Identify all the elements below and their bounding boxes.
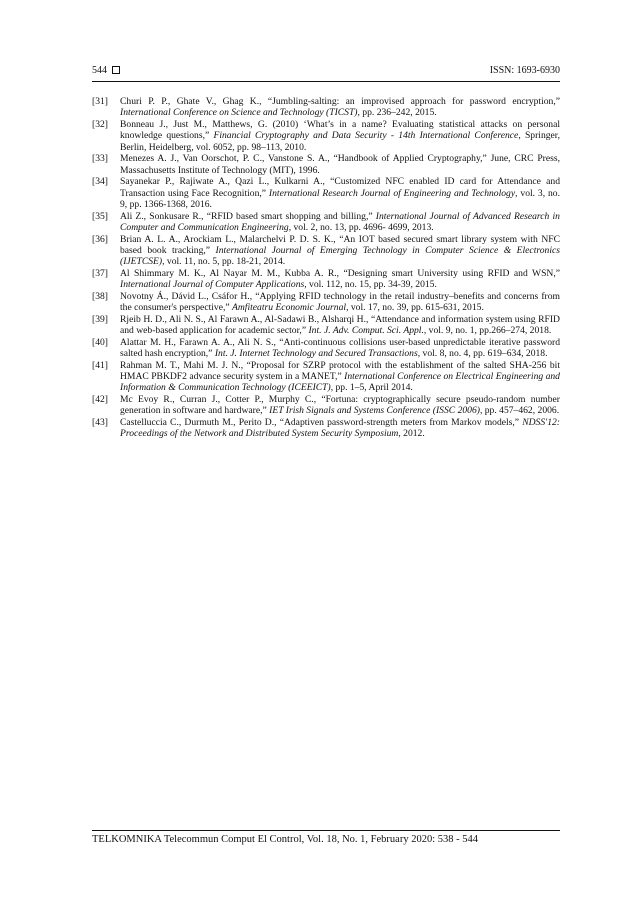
reference-number: [43]	[92, 417, 108, 428]
reference-number: [33]	[92, 153, 108, 165]
reference-title: “Applying RFID technology in the retail industry–benefits and concerns from the consumer's perspective,”	[120, 290, 560, 313]
header-rule	[92, 81, 560, 82]
reference-details: , pp. 1–5, April 2014.	[330, 382, 413, 394]
reference-authors: Sayanekar P., Rajiwate A., Qazi L., Kulkarni A.,	[120, 176, 331, 188]
page-header	[92, 64, 560, 78]
reference-venue: Financial Cryptography and Data Security - 14th International Conference	[213, 130, 519, 142]
reference-title: “Adaptiven password-strength meters from Markov models,”	[279, 417, 523, 428]
reference-authors: Rjeib H. D., Ali N. S., Al Farawn A., Al-Sadawi B., Alsharqi H.,	[120, 313, 371, 325]
reference-item	[92, 153, 560, 176]
footer-rule	[92, 830, 560, 831]
reference-title: “Fortuna: cryptographically secure pseudo-random number generation in software and hardware,”	[120, 394, 561, 417]
reference-venue: Int. J. Internet Technology and Secured Transactions	[214, 348, 418, 359]
reference-details: , vol. 9, no. 1, pp.266–274, 2018.	[423, 325, 552, 336]
reference-item	[92, 337, 560, 360]
reference-item	[92, 96, 560, 119]
reference-details: , vol. 3, no. 9, pp. 1366-1368, 2016.	[120, 187, 560, 210]
reference-item	[92, 394, 560, 417]
reference-details: , Springer, Berlin, Heidelberg, vol. 6052, pp. 98–113, 2010.	[120, 130, 561, 153]
reference-number: [38]	[92, 290, 108, 302]
reference-authors: Novotny Á., Dávid L., Csáfor H.,	[120, 290, 256, 302]
reference-title: ‘What’s in a name? Evaluating statistical attacks on personal knowledge questions,”	[120, 119, 560, 142]
reference-venue: Amfiteatru Economic Journal	[232, 302, 347, 313]
reference-authors: Castelluccia C., Durmuth M., Perito D.,	[120, 417, 280, 428]
reference-number: [36]	[92, 233, 108, 245]
reference-number: [39]	[92, 313, 108, 325]
reference-title: “RFID based smart shopping and billing,”	[206, 210, 376, 222]
reference-title: “Customized NFC enabled ID card for Attendance and Transaction using Face Recognition,”	[120, 176, 560, 199]
reference-authors: Bonneau J., Just M., Matthews, G. (2010)	[120, 119, 304, 130]
reference-details: , pp. 457–462, 2006.	[479, 405, 560, 417]
reference-title: “Designing smart University using RFID and WSN,”	[343, 267, 560, 279]
reference-number: [32]	[92, 119, 108, 130]
reference-authors: Rahman M. T., Mahi M. J. N.,	[120, 359, 247, 371]
reference-item	[92, 211, 560, 234]
reference-item	[92, 291, 560, 314]
reference-venue: International Research Journal of Engineering and Technology	[268, 187, 516, 199]
reference-title: “Attendance and information system using RFID and web-based application for academic sector,”	[120, 313, 560, 336]
reference-item	[92, 268, 560, 291]
reference-details: , vol. 17, no. 39, pp. 615-631, 2015.	[346, 302, 484, 313]
reference-venue: International Journal of Advanced Research in Computer and Communication Engineering	[120, 210, 560, 233]
reference-item	[92, 360, 560, 394]
reference-details: , vol. 2, no. 13, pp. 4696- 4699, 2013.	[288, 221, 434, 233]
reference-venue: International Journal of Computer Applications	[120, 279, 305, 290]
issn: ISSN: 1693-6930	[489, 65, 560, 76]
reference-number: [37]	[92, 267, 108, 279]
reference-details: , vol. 8, no. 4, pp. 619–634, 2018.	[417, 348, 548, 359]
reference-venue: Int. J. Adv. Comput. Sci. Appl.	[308, 325, 424, 336]
square-icon	[112, 66, 120, 74]
reference-authors: Alattar M. H., Farawn A. A., Ali N. S.,	[120, 336, 280, 348]
reference-item	[92, 417, 560, 440]
reference-number: [41]	[92, 359, 108, 371]
page-number: 544	[92, 65, 107, 76]
reference-venue: International Conference on Science and Technology (TICST)	[120, 107, 358, 119]
reference-item	[92, 176, 560, 210]
reference-number: [40]	[92, 336, 108, 348]
reference-item	[92, 314, 560, 337]
page-footer: TELKOMNIKA Telecommun Comput El Control, Vol. 18, No. 1, February 2020: 538 - 544	[92, 834, 478, 845]
reference-details: , vol. 11, no. 5, pp. 18-21, 2014.	[162, 256, 286, 267]
reference-details: , 2012.	[398, 428, 425, 440]
reference-venue: International Journal of Emerging Technology in Computer Science & Electronics (IJETCSE)	[120, 244, 560, 267]
reference-details: , pp. 236–242, 2015.	[357, 107, 437, 119]
reference-details: June, CRC Press, Massachusetts Institute of Technology (MIT), 1996.	[120, 153, 561, 176]
reference-item	[92, 119, 560, 153]
reference-authors: Churi P. P., Ghate V., Ghag K.,	[120, 96, 268, 107]
reference-authors: Ali Z., Sonkusare R.,	[120, 210, 207, 222]
reference-list	[92, 96, 560, 440]
reference-venue: International Conference on Electrical Engineering and Information & Communication Technology (ICEEICT)	[120, 371, 560, 394]
reference-number: [34]	[92, 176, 108, 188]
reference-title: “An IOT based secured smart library system with NFC based book tracking,”	[120, 233, 560, 256]
reference-number: [31]	[92, 96, 108, 107]
reference-number: [42]	[92, 394, 108, 405]
reference-authors: Brian A. L. A., Arockiam L., Malarchelvi P. D. S. K.,	[120, 233, 340, 245]
reference-item	[92, 234, 560, 268]
reference-venue: IET Irish Signals and Systems Conference (ISSC 2006)	[269, 405, 480, 417]
reference-authors: Al Shimmary M. K., Al Nayar M. M., Kubba A. R.,	[120, 267, 344, 279]
reference-title: “Handbook of Applied Cryptography,”	[333, 153, 491, 165]
reference-title: “Proposal for SZRP protocol with the establishment of the salted SHA-256 bit HMAC PBKDF2 advance security system in a MANET,”	[120, 359, 560, 382]
reference-number: [35]	[92, 210, 108, 222]
reference-title: “Anti-continuous collisions user-based unpredictable iterative password salted hash encryption,”	[120, 336, 560, 359]
reference-authors: Menezes A. J., Van Oorschot, P. C., Vanstone S. A.,	[120, 153, 334, 165]
reference-details: , vol. 112, no. 15, pp. 34-39, 2015.	[304, 279, 437, 290]
page-number-group	[92, 64, 120, 78]
reference-title: “Jumbling-salting: an improvised approach for password encryption,”	[267, 96, 560, 107]
reference-venue: NDSS'12: Proceedings of the Network and Distributed System Security Symposium	[120, 417, 560, 440]
reference-authors: Mc Evoy R., Curran J., Cotter P., Murphy C.,	[120, 394, 322, 405]
